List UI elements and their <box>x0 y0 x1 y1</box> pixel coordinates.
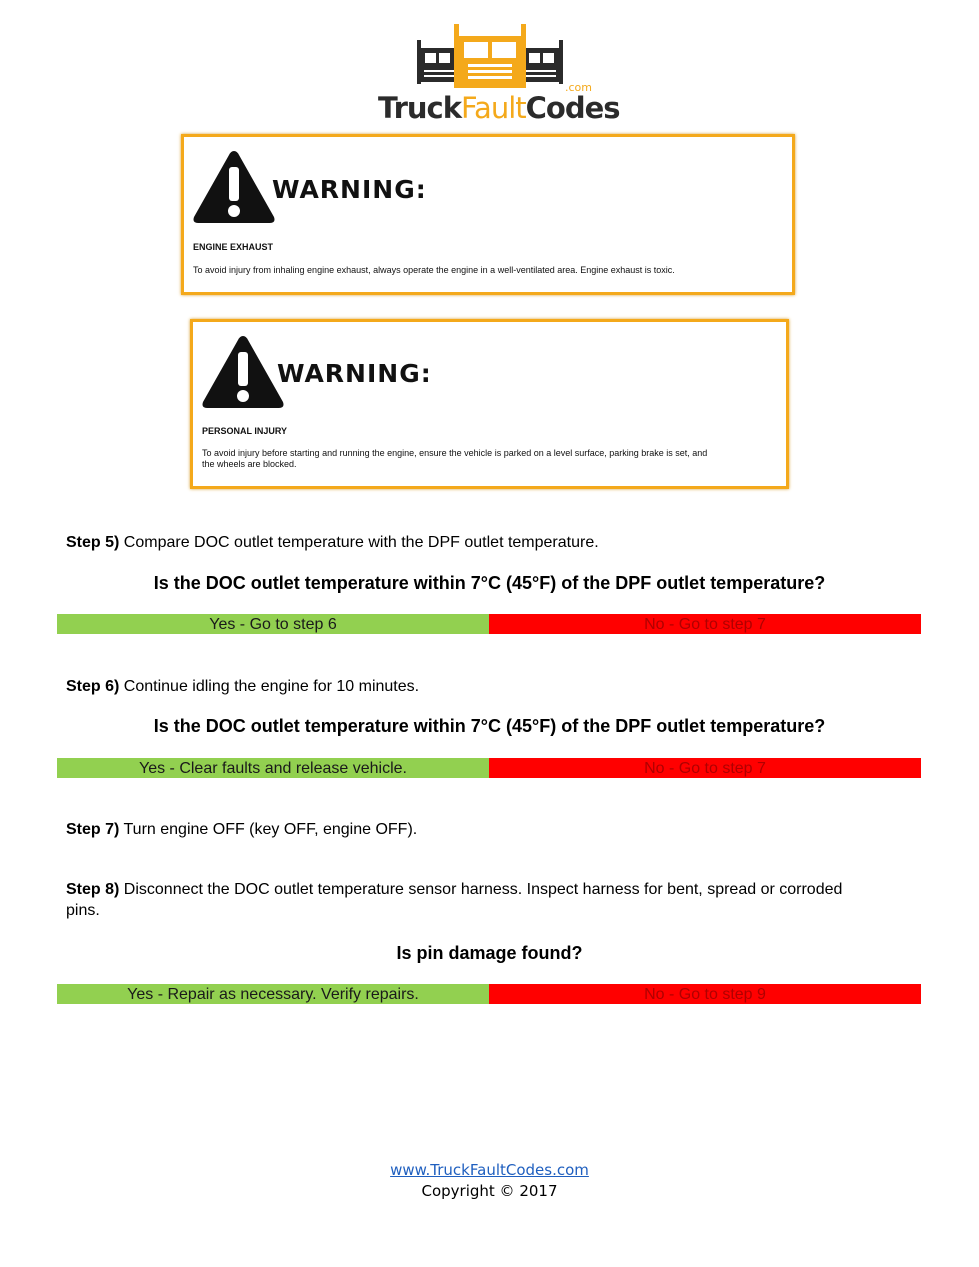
no-answer: No - Go to step 9 <box>489 984 921 1004</box>
question-3: Is pin damage found? <box>396 943 583 963</box>
answer-bar-2 <box>57 758 921 778</box>
step-label: Step 5) <box>66 534 120 551</box>
brand-suffix: .com <box>565 81 592 94</box>
answer-bar-3 <box>57 984 921 1004</box>
brand-logo <box>378 20 620 128</box>
warning-body: To avoid injury from inhaling engine exhaust, always operate the engine in a well-ventilated area. Engine exhaust is toxic. <box>193 265 675 275</box>
warning-title: WARNING: <box>272 175 427 204</box>
answer-bar-1 <box>57 614 921 634</box>
step-text: Turn engine OFF (key OFF, engine OFF). <box>119 821 418 838</box>
warning-heading: PERSONAL INJURY <box>202 426 288 436</box>
footer-link-row <box>0 1161 979 1179</box>
step-label: Step 8) <box>66 881 120 898</box>
question-2: Is the DOC outlet temperature within 7°C (45°F) of the DPF outlet temperature? <box>153 716 826 736</box>
step-8 <box>66 879 866 921</box>
yes-answer: Yes - Go to step 6 <box>57 614 489 634</box>
truck-icon <box>414 20 566 90</box>
question-1: Is the DOC outlet temperature within 7°C (45°F) of the DPF outlet temperature? <box>153 573 826 593</box>
step-text: Continue idling the engine for 10 minutes. <box>119 678 420 695</box>
brand-name: TruckFaultCodes <box>378 91 620 125</box>
yes-answer: Yes - Repair as necessary. Verify repairs. <box>57 984 489 1004</box>
copyright: Copyright © 2017 <box>421 1182 558 1200</box>
step-text: Disconnect the DOC outlet temperature sensor harness. Inspect harness for bent, spread or corroded pins. <box>66 881 843 919</box>
no-answer: No - Go to step 7 <box>489 614 921 634</box>
warning-box-personal-injury <box>190 319 789 489</box>
website-link[interactable]: www.TruckFaultCodes.com <box>390 1161 589 1179</box>
warning-box-engine-exhaust <box>181 134 795 295</box>
warning-title: WARNING: <box>277 359 432 388</box>
yes-answer: Yes - Clear faults and release vehicle. <box>57 758 489 778</box>
step-5 <box>66 532 886 553</box>
step-label: Step 6) <box>66 678 120 695</box>
warning-triangle-icon <box>199 332 287 412</box>
step-label: Step 7) <box>66 821 120 838</box>
warning-body-line1: To avoid injury before starting and running the engine, ensure the vehicle is parked on a level surface, parking brake is set, and <box>202 448 708 458</box>
warning-heading: ENGINE EXHAUST <box>193 242 274 252</box>
warning-triangle-icon <box>190 147 278 227</box>
step-6 <box>66 676 886 697</box>
step-7 <box>66 819 886 840</box>
step-text: Compare DOC outlet temperature with the DPF outlet temperature. <box>119 534 599 551</box>
no-answer: No - Go to step 7 <box>489 758 921 778</box>
warning-body-line2: the wheels are blocked. <box>202 459 297 469</box>
